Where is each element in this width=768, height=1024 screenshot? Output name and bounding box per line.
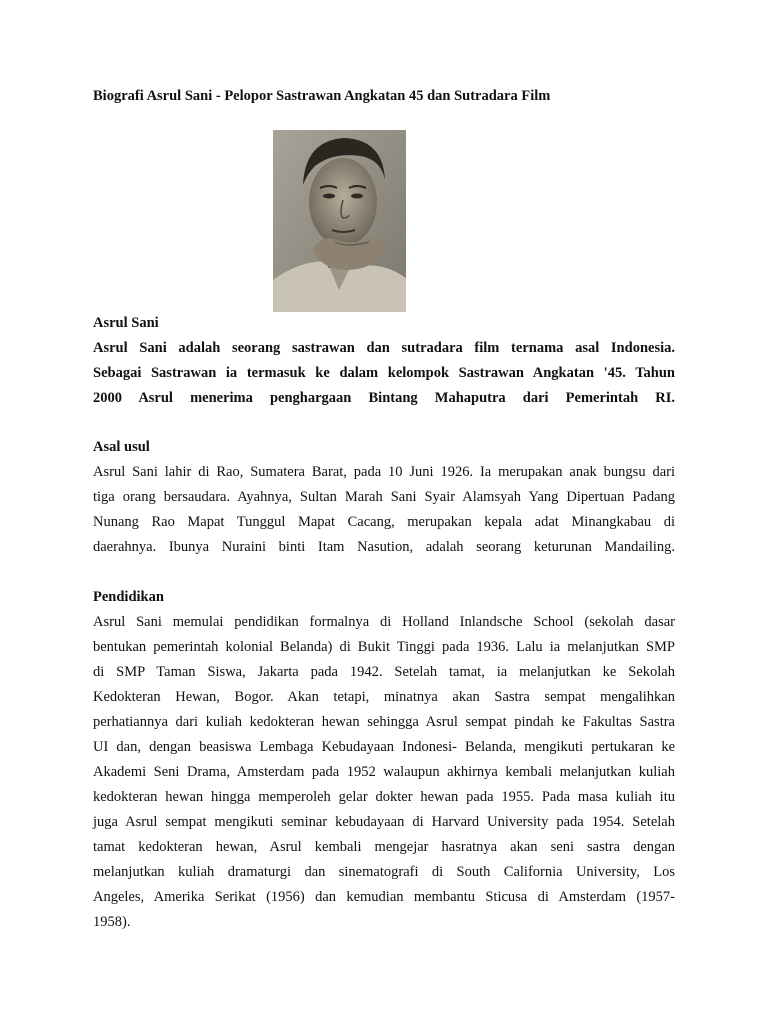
origin-line: Nunang Rao Mapat Tunggul Mapat Cacang, merupakan kepala adat Minangkabau di [93,514,675,530]
education-line: Angeles, Amerika Serikat (1956) dan kemudian membantu Sticusa di Amsterdam (1957- [93,889,675,905]
education-line: 1958). [93,914,131,930]
education-line: perhatiannya dari kuliah kedokteran hewan sehingga Asrul sempat pindah ke Fakultas Sastra [93,714,675,730]
education-line: kedokteran hewan hingga memperoleh gelar dokter hewan pada 1955. Pada masa kuliah itu [93,789,675,805]
education-heading: Pendidikan [93,589,164,605]
education-line: tamat kedokteran hewan, Asrul kembali mengejar hasratnya akan seni sastra dengan [93,839,675,855]
document-title: Biografi Asrul Sani - Pelopor Sastrawan Angkatan 45 dan Sutradara Film [93,88,551,104]
education-paragraph [93,610,675,935]
origin-line: tiga orang bersaudara. Ayahnya, Sultan Marah Sani Syair Alamsyah Yang Dipertuan Padang [93,489,675,505]
intro-line: Sebagai Sastrawan ia termasuk ke dalam kelompok Sastrawan Angkatan '45. Tahun [93,365,675,381]
intro-line: Asrul Sani adalah seorang sastrawan dan sutradara film ternama asal Indonesia. [93,340,675,356]
education-line: Kedokteran Hewan, Bogor. Akan tetapi, minatnya akan Sastra sempat mengalihkan [93,689,675,705]
education-line: bentukan pemerintah kolonial Belanda) di Bukit Tinggi pada 1936. Lalu ia melanjutkan SMP [93,639,675,655]
intro-line: 2000 Asrul menerima penghargaan Bintang Mahaputra dari Pemerintah RI. [93,390,675,406]
name-heading: Asrul Sani [93,315,159,331]
education-line: Asrul Sani memulai pendidikan formalnya di Holland Inlandsche School (sekolah dasar [93,614,675,630]
origin-line: Asrul Sani lahir di Rao, Sumatera Barat, pada 10 Juni 1926. Ia merupakan anak bungsu dari [93,464,675,480]
origin-paragraph [93,460,675,560]
origin-heading: Asal usul [93,439,150,455]
intro-paragraph [93,336,675,411]
origin-line: daerahnya. Ibunya Nuraini binti Itam Nasution, adalah seorang keturunan Mandailing. [93,539,675,555]
education-line: UI dan, dengan beasiswa Lembaga Kebudayaan Indonesi- Belanda, mengikuti pertukaran ke [93,739,675,755]
education-line: juga Asrul sempat mengikuti seminar kebudayaan di Harvard University pada 1954. Setelah [93,814,675,830]
education-line: di SMP Taman Siswa, Jakarta pada 1942. Setelah tamat, ia melanjutkan ke Sekolah [93,664,675,680]
education-line: Akademi Seni Drama, Amsterdam pada 1952 walaupun akhirnya kembali melanjutkan kuliah [93,764,675,780]
portrait-image [273,130,406,312]
education-line: melanjutkan kuliah dramaturgi dan sinematografi di South California University, Los [93,864,675,880]
portrait-photo [273,130,406,312]
